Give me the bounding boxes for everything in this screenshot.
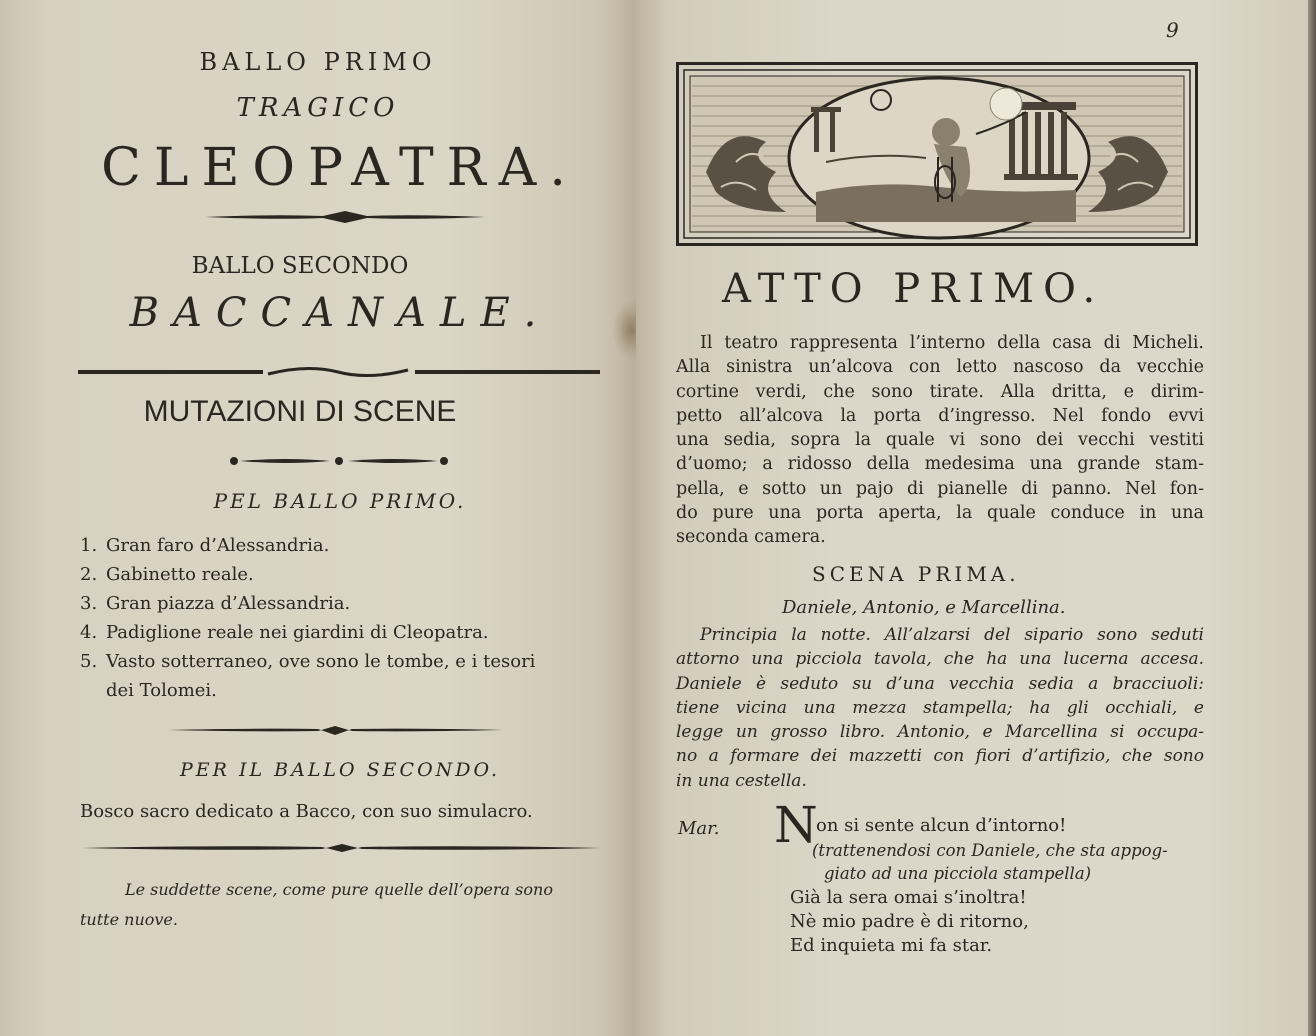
per-il-ballo-secondo-heading: PER IL BALLO SECONDO. — [179, 759, 501, 781]
scene-item-5: 5. Vasto sotterraneo, ove sono le tombe, e i tesori — [80, 651, 536, 672]
verse-line-3: Nè mio padre è di ritorno, — [790, 911, 1029, 932]
drop-cap: N — [774, 796, 818, 854]
ballo-secondo-title: BACCANALE. — [129, 290, 551, 336]
scene-item-1: 1. Gran faro d’Alessandria. — [80, 535, 330, 556]
characters-line: Daniele, Antonio, e Marcellina. — [782, 597, 1066, 618]
speaker-label: Mar. — [678, 818, 720, 839]
ballo-secondo-label: BALLO SECONDO — [191, 253, 409, 279]
left-page — [0, 0, 636, 1036]
ornament-rule-1 — [205, 209, 485, 225]
right-page — [636, 0, 1308, 1036]
description-line-6: d’uomo; a ridosso della medesima una grande stam- — [676, 454, 1204, 475]
stage-directions — [676, 623, 1204, 793]
description-line-2: Alla sinistra un’alcova con letto nascoso da vecchie — [676, 357, 1204, 378]
stage-line-7: in una cestella. — [676, 770, 807, 791]
stage-line-4: tiene vicina una mezza stampella; ha gli occhiali, e — [676, 697, 1204, 718]
pel-ballo-primo-heading: PEL BALLO PRIMO. — [213, 489, 467, 513]
description-line-8: do pure una porta aperta, la quale conduce in una — [676, 503, 1204, 524]
description-line-9: seconda camera. — [676, 527, 826, 548]
stage-line-3: Daniele è seduto su d’una vecchia sedia a bracciuoli: — [676, 673, 1204, 694]
verse-line-4: Ed inquieta mi fa star. — [790, 935, 993, 956]
verse-line-2: Già la sera omai s’inoltra! — [790, 887, 1027, 908]
scene-heading: SCENA PRIMA. — [812, 562, 1020, 586]
ornament-rule-5 — [82, 841, 602, 855]
description-line-7: pella, e sotto un pajo di pianelle di panno. Nel fon- — [676, 478, 1204, 499]
ornament-rule-3 — [230, 454, 448, 468]
description-line-5: una sedia, sopra la quale vi sono dei vecchi vestiti — [676, 430, 1204, 451]
page-number: 9 — [1166, 18, 1179, 42]
ballo-primo-title: CLEOPATRA. — [101, 138, 579, 198]
ballo-primo-label: BALLO PRIMO — [199, 48, 437, 76]
description-line-1: Il teatro rappresenta l’interno della casa di Micheli. — [700, 333, 1204, 353]
aside-line-2: giato ad una picciola stampella) — [824, 864, 1092, 883]
stage-line-2: attorno una picciola tavola, che ha una lucerna accesa. — [676, 649, 1204, 670]
note-line-2: tutte nuove. — [80, 910, 178, 929]
scene-item-5-continuation: dei Tolomei. — [106, 680, 217, 701]
stage-line-6: no a formare dei mazzetti con fiori d’artifizio, che sono — [676, 746, 1204, 767]
verse-line-1: on si sente alcun d’intorno! — [816, 815, 1067, 836]
page-edge — [1308, 0, 1316, 1036]
engraved-vignette — [676, 62, 1198, 246]
setting-description — [676, 331, 1204, 550]
ballo-primo-genre: TRAGICO — [236, 93, 400, 123]
stage-line-5: legge un grosso libro. Antonio, e Marcellina si occupa- — [676, 722, 1204, 743]
ornament-rule-4 — [168, 722, 503, 738]
act-title: ATTO PRIMO. — [722, 266, 1105, 312]
scene-item-3: 3. Gran piazza d’Alessandria. — [80, 593, 351, 614]
description-line-3: cortine verdi, che sono tirate. Alla dritta, e dirim- — [676, 381, 1204, 402]
ornament-rule-2 — [78, 362, 600, 382]
aside-line-1: (trattenendosi con Daniele, che sta appog- — [812, 841, 1168, 860]
stage-line-1: Principia la notte. All’alzarsi del sipario sono seduti — [700, 625, 1204, 645]
description-line-4: petto all’alcova la porta d’ingresso. Nel fondo evvi — [676, 405, 1204, 426]
scene-item-2: 2. Gabinetto reale. — [80, 564, 254, 585]
note-line-1: Le suddette scene, come pure quelle dell’opera sono — [125, 880, 553, 899]
mutazioni-heading: MUTAZIONI DI SCENE — [143, 395, 457, 428]
scene-secondo: Bosco sacro dedicato a Bacco, con suo simulacro. — [80, 801, 533, 822]
scene-item-4: 4. Padiglione reale nei giardini di Cleopatra. — [80, 622, 489, 643]
